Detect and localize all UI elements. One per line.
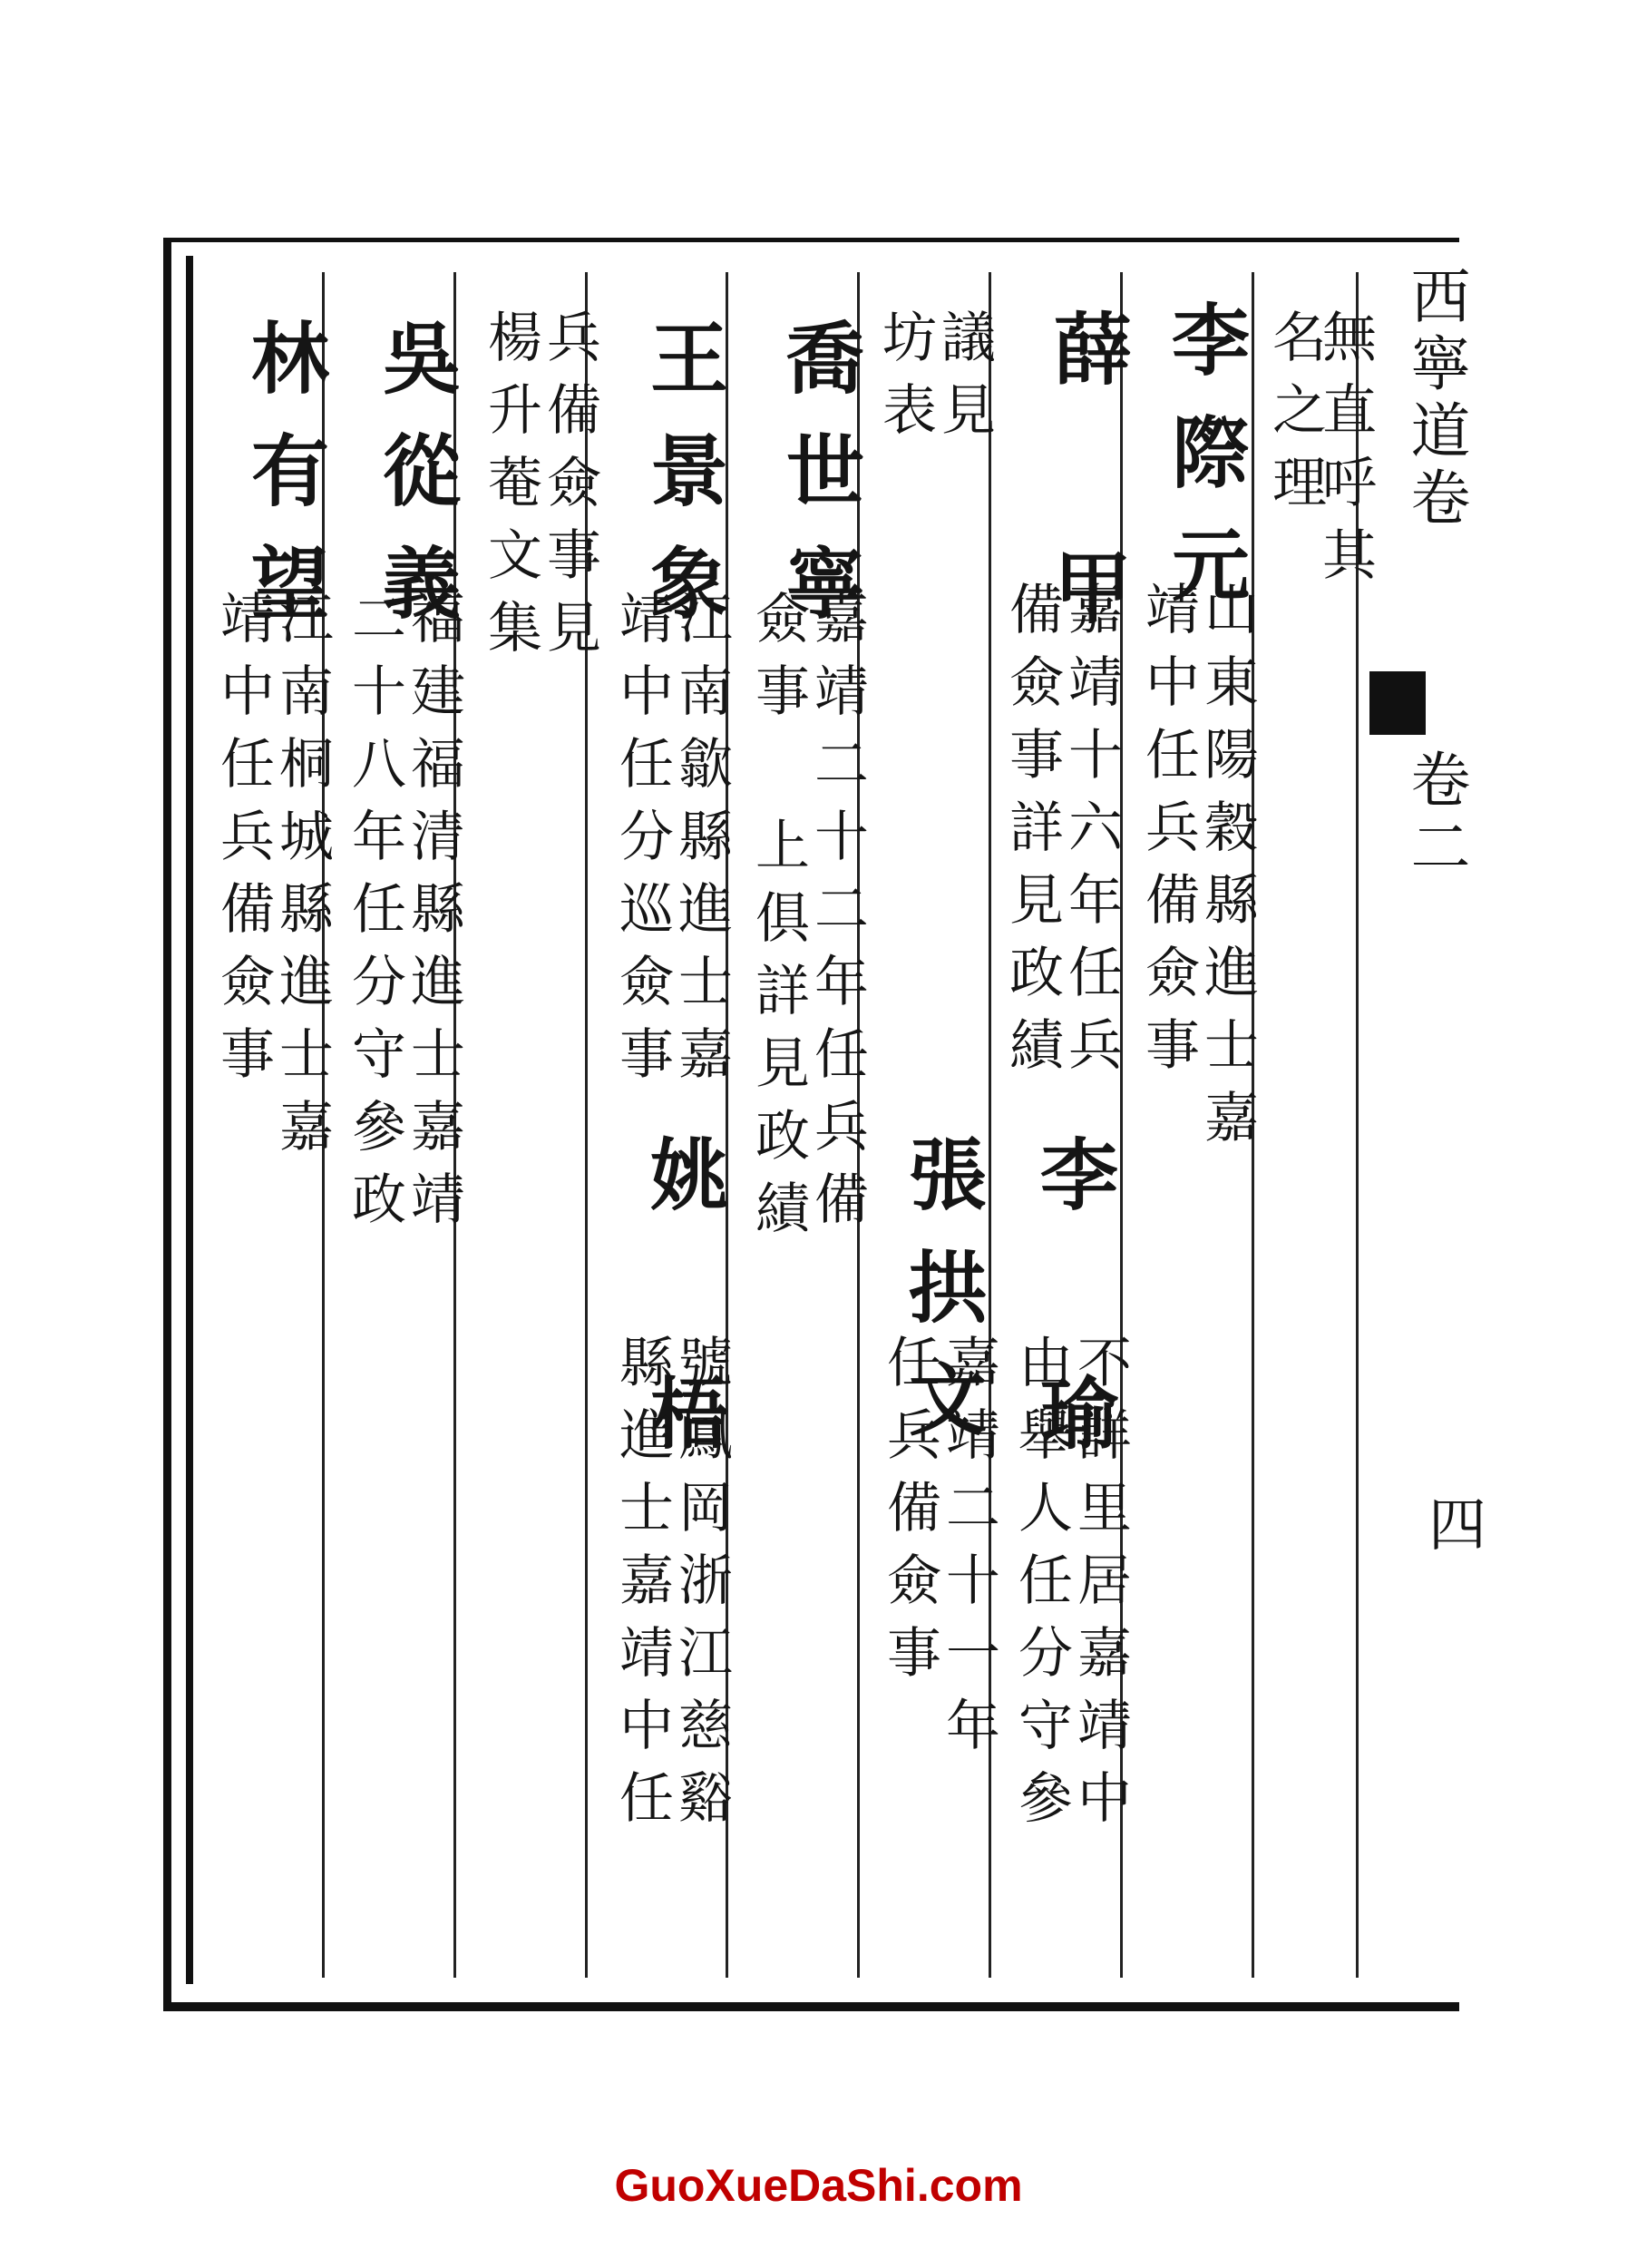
official-name: 李 瑜 bbox=[1027, 1134, 1118, 1485]
biography-line: 不詳里居嘉靖中 bbox=[1068, 1334, 1132, 1842]
juan-number: 卷二 bbox=[1400, 748, 1470, 883]
official-name: 王景象 bbox=[637, 318, 728, 655]
biography-line: 靖中任兵備僉事 bbox=[211, 590, 275, 1098]
biography-line: 靖中任兵備僉事 bbox=[1136, 581, 1200, 1089]
biography-line: 嘉靖二十一年 bbox=[937, 1334, 1000, 1769]
biography-line: 僉事 上俱詳見政績 bbox=[746, 590, 810, 1252]
biography-line: 福建福清縣進士嘉靖 bbox=[402, 590, 465, 1243]
note-column: 議見 bbox=[932, 308, 996, 454]
page-inner-border bbox=[186, 256, 193, 1984]
note-column: 坊表 bbox=[873, 308, 937, 454]
site-watermark: GuoXueDaShi.com bbox=[614, 2160, 1023, 2211]
biography-line: 由舉人任分守參 bbox=[1009, 1334, 1073, 1842]
biography-line: 二十八年任分守參政 bbox=[343, 590, 406, 1243]
book-title: 西寧道卷 bbox=[1400, 265, 1470, 533]
biography-line: 山東陽穀縣進士嘉 bbox=[1195, 581, 1259, 1161]
biography-line: 縣進士嘉靖中任 bbox=[610, 1334, 674, 1842]
biography-line: 嘉靖二十二年任兵備 bbox=[805, 590, 869, 1243]
biography-line: 嘉靖十六年任兵 bbox=[1059, 581, 1123, 1089]
official-name: 薛 甲 bbox=[1040, 308, 1132, 660]
note-column: 無直呼其 bbox=[1313, 308, 1377, 599]
biography-line: 江南桐城縣進士嘉 bbox=[270, 590, 334, 1170]
official-name: 李際元 bbox=[1158, 299, 1250, 637]
official-name: 姚 梧 bbox=[637, 1134, 728, 1485]
note-column: 名之理 bbox=[1263, 308, 1327, 526]
note-column: 兵備僉事見 bbox=[538, 308, 601, 671]
biography-line: 任兵備僉事 bbox=[878, 1334, 941, 1696]
fish-tail-mark bbox=[1369, 671, 1426, 735]
biography-line: 備僉事詳見政績 bbox=[1000, 581, 1064, 1089]
official-name: 喬世寧 bbox=[773, 318, 864, 655]
biography-line: 靖中任分巡僉事 bbox=[610, 590, 674, 1098]
official-name: 林有望 bbox=[238, 318, 329, 655]
note-column: 楊升菴文集 bbox=[479, 308, 542, 671]
official-name: 張拱文 bbox=[895, 1134, 987, 1471]
leaf-number: 四 bbox=[1428, 1492, 1486, 1559]
biography-line: 江南歙縣進士嘉 bbox=[669, 590, 733, 1098]
biography-line: 號鳳岡浙江慈谿 bbox=[669, 1334, 733, 1842]
official-name: 吳從義 bbox=[369, 318, 461, 655]
